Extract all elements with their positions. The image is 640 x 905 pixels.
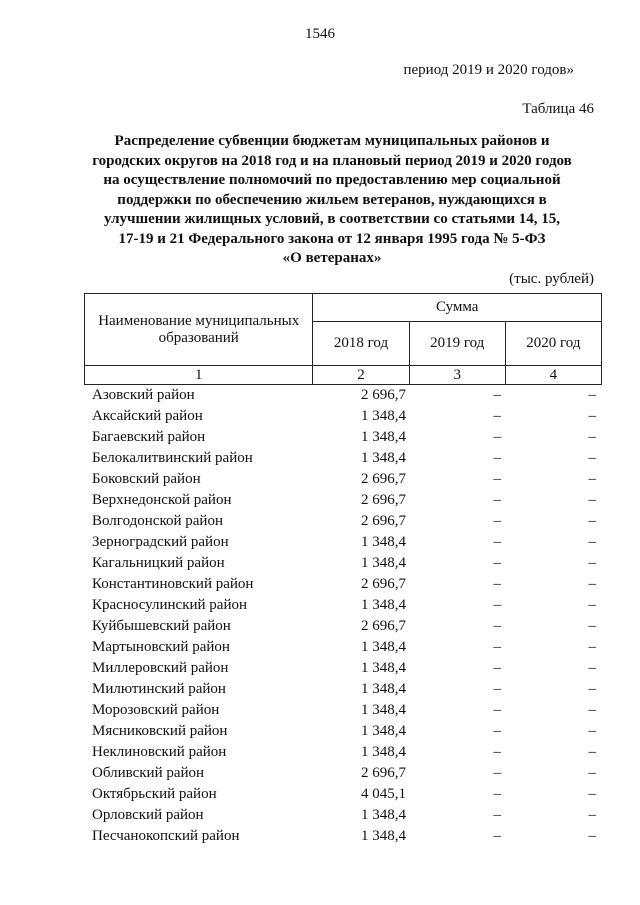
value-2018: 1 348,4 (361, 702, 406, 718)
table-row (84, 637, 602, 658)
municipality-name: Обливский район (92, 765, 205, 781)
municipality-name: Боковский район (92, 471, 201, 487)
title-line: поддержки по обеспечению жильем ветеранов, нуждающихся в (117, 191, 547, 208)
value-2018: 1 348,4 (361, 681, 406, 697)
value-2020: – (588, 576, 596, 592)
municipality-name: Морозовский район (92, 702, 220, 718)
column-number: 2 (313, 366, 409, 385)
table-row (84, 385, 602, 406)
value-2018: 1 348,4 (361, 660, 406, 676)
municipality-name: Волгодонской район (92, 513, 223, 529)
table-row (84, 532, 602, 553)
table-row (84, 805, 602, 826)
table-row (84, 679, 602, 700)
units-label: (тыс. рублей) (509, 271, 594, 287)
municipality-name: Орловский район (92, 807, 204, 823)
value-2019: – (493, 471, 501, 487)
value-2018: 1 348,4 (361, 450, 406, 466)
table-row (84, 826, 602, 847)
value-2018: 1 348,4 (361, 429, 406, 445)
value-2018: 1 348,4 (361, 408, 406, 424)
value-2020: – (588, 786, 596, 802)
value-2019: – (493, 786, 501, 802)
value-2020: – (588, 828, 596, 844)
value-2020: – (588, 408, 596, 424)
municipality-name: Милютинский район (92, 681, 226, 697)
table-row (84, 700, 602, 721)
value-2019: – (493, 597, 501, 613)
header-year-2019: 2019 год (409, 322, 505, 366)
value-2018: 1 348,4 (361, 597, 406, 613)
value-2018: 1 348,4 (361, 807, 406, 823)
table-row (84, 448, 602, 469)
header-name-line: Наименование муниципальных (98, 312, 300, 329)
value-2019: – (493, 828, 501, 844)
title-line: на осуществление полномочий по предоставлению мер социальной (103, 172, 561, 188)
table-body (84, 385, 602, 847)
header-name-line: образований (158, 329, 239, 346)
value-2019: – (493, 387, 501, 403)
page-number: 1546 (305, 26, 335, 42)
value-2020: – (588, 513, 596, 529)
value-2020: – (588, 723, 596, 739)
municipality-name: Куйбышевский район (92, 618, 231, 634)
table-label: Таблица 46 (522, 101, 594, 117)
municipality-name: Мартыновский район (92, 639, 230, 655)
value-2019: – (493, 492, 501, 508)
header-sum-cell: Сумма (313, 294, 602, 322)
municipality-name: Белокалитвинский район (92, 450, 253, 466)
value-2020: – (588, 429, 596, 445)
table-row (84, 469, 602, 490)
municipality-name: Кагальницкий район (92, 555, 225, 571)
municipality-name: Песчанокопский район (92, 828, 240, 844)
value-2018: 2 696,7 (361, 513, 406, 529)
title-line: «О ветеранах» (282, 250, 382, 266)
municipality-name: Неклиновский район (92, 744, 227, 760)
title-line: 17-19 и 21 Федерального закона от 12 января 1995 года № 5-ФЗ (118, 230, 546, 247)
value-2019: – (493, 765, 501, 781)
table-row (84, 742, 602, 763)
table-row (84, 574, 602, 595)
value-2019: – (493, 702, 501, 718)
value-2020: – (588, 660, 596, 676)
header-name-cell (85, 294, 313, 366)
value-2020: – (588, 387, 596, 403)
value-2020: – (588, 765, 596, 781)
table-row (84, 427, 602, 448)
title-line: городских округов на 2018 год и на плановый период 2019 и 2020 годов (92, 152, 572, 169)
value-2018: 2 696,7 (361, 387, 406, 403)
value-2018: 4 045,1 (361, 786, 406, 802)
value-2020: – (588, 555, 596, 571)
municipality-name: Азовский район (92, 387, 195, 403)
municipality-name: Константиновский район (92, 576, 254, 592)
value-2020: – (588, 702, 596, 718)
municipality-name: Мясниковский район (92, 723, 228, 739)
value-2018: 2 696,7 (361, 492, 406, 508)
value-2018: 1 348,4 (361, 723, 406, 739)
value-2020: – (588, 450, 596, 466)
table-row (84, 721, 602, 742)
value-2020: – (588, 807, 596, 823)
value-2018: 2 696,7 (361, 471, 406, 487)
column-number: 1 (85, 366, 313, 385)
table-row (84, 406, 602, 427)
value-2019: – (493, 534, 501, 550)
value-2019: – (493, 618, 501, 634)
value-2018: 2 696,7 (361, 576, 406, 592)
value-2020: – (588, 618, 596, 634)
value-2019: – (493, 450, 501, 466)
header-year-2020: 2020 год (505, 322, 601, 366)
table-row (84, 595, 602, 616)
column-number: 3 (409, 366, 505, 385)
value-2020: – (588, 744, 596, 760)
value-2020: – (588, 597, 596, 613)
municipality-name: Аксайский район (92, 408, 203, 424)
municipality-name: Верхнедонской район (92, 492, 232, 508)
municipality-name: Красносулинский район (92, 597, 248, 613)
value-2020: – (588, 471, 596, 487)
value-2019: – (493, 681, 501, 697)
value-2018: 1 348,4 (361, 555, 406, 571)
value-2019: – (493, 408, 501, 424)
table-row (84, 763, 602, 784)
column-number: 4 (505, 366, 601, 385)
value-2020: – (588, 492, 596, 508)
municipality-name: Миллеровский район (92, 660, 229, 676)
value-2020: – (588, 534, 596, 550)
municipality-name: Октябрьский район (92, 786, 217, 802)
period-line: период 2019 и 2020 годов» (403, 62, 574, 78)
title-line: улучшении жилищных условий, в соответствии со статьями 14, 15, (103, 211, 561, 227)
value-2019: – (493, 744, 501, 760)
value-2018: 1 348,4 (361, 828, 406, 844)
value-2019: – (493, 576, 501, 592)
value-2019: – (493, 555, 501, 571)
table-row (84, 490, 602, 511)
table-row (84, 511, 602, 532)
table-row (84, 553, 602, 574)
header-year-2018: 2018 год (313, 322, 409, 366)
table-row (84, 658, 602, 679)
value-2018: 1 348,4 (361, 639, 406, 655)
value-2018: 2 696,7 (361, 765, 406, 781)
table-row (84, 616, 602, 637)
document-title (92, 132, 572, 269)
value-2019: – (493, 513, 501, 529)
value-2020: – (588, 639, 596, 655)
value-2019: – (493, 723, 501, 739)
value-2019: – (493, 807, 501, 823)
table-header (84, 293, 602, 385)
title-line: Распределение субвенции бюджетам муниципальных районов и (114, 133, 550, 149)
municipality-name: Багаевский район (92, 429, 206, 445)
value-2019: – (493, 639, 501, 655)
value-2019: – (493, 660, 501, 676)
table-row (84, 784, 602, 805)
value-2018: 1 348,4 (361, 534, 406, 550)
value-2019: – (493, 429, 501, 445)
municipality-name: Зерноградский район (92, 534, 229, 550)
value-2020: – (588, 681, 596, 697)
value-2018: 1 348,4 (361, 744, 406, 760)
value-2018: 2 696,7 (361, 618, 406, 634)
